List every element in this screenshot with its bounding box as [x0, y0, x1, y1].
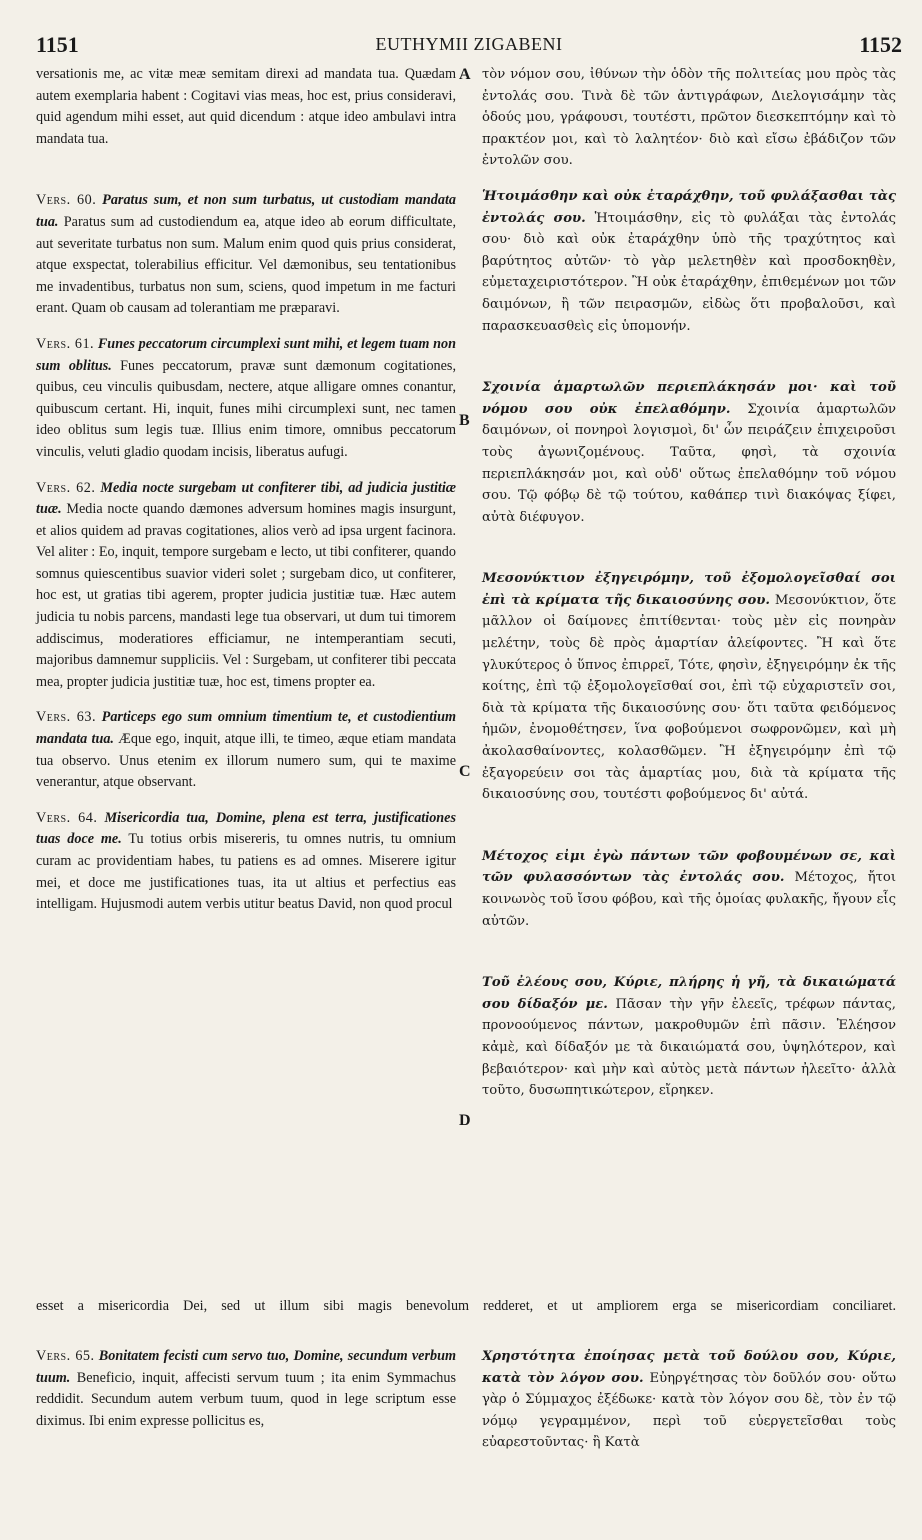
- verse-label: Vers. 61.: [36, 335, 95, 352]
- greek-verse-59-end: [482, 64, 896, 172]
- verse-lemma: Bonitatem fecisti cum servo tuo, Domine, secundum verbum tuum.: [36, 1348, 456, 1386]
- latin-text: Æque ego, inquit, atque illi, te timeo, æque etiam mandata tua observo. Unus etenim ex illorum numero sum, qui te maxime venerantur, atque observant.: [36, 731, 457, 791]
- verse-label: Vers. 63.: [36, 709, 97, 726]
- greek-text: Πᾶσαν τὴν γῆν ἐλεεῖς, τρέφων πάντας, προνοούμενος πάντων, μακροθυμῶν ἐπὶ πᾶσιν. Ἐλέησον κἀμὲ, καὶ δίδαξόν με τὰ δικαιώματά σου, ὑψηλότερον, καὶ βεβαιότερον· καὶ μὴν καὶ αὐτὸς μετὰ πάντων ἠλεεῖτο· ἀλλὰ τοῦτο, δυσωπητικώτερον, εἴρηκεν.: [482, 996, 896, 1099]
- greek-text: Εὐηργέτησας τὸν δοῦλόν σου· οὕτω γὰρ ὁ Σύμμαχος ἐξέδωκε· κατὰ τὸν λόγον σου δὲ, τὸν ἐν τῷ νόμῳ γεγραμμένον, περὶ τοῦ εὐεργετεῖσθαι τοὺς εὐαρεστοῦντας· ἢ Κατὰ: [482, 1370, 896, 1451]
- latin-verse-64: [36, 808, 456, 916]
- latin-column: [36, 64, 456, 916]
- greek-text: Σχοινία ἁμαρτωλῶν δαιμόνων, οἱ πονηροὶ λογισμοὶ, δι' ὧν πειράζειν ἐπιχειροῦσι τοὺς ἀγωνιζομένους. Ταῦτα, φησὶ, τὰ σχοινία περιεπλάκησάν μοι, καὶ οὐδ' οὕτως ἐπελαθόμην τοῦ νόμου σου. Τῷ φόβῳ δὲ τῷ τούτου, καθάπερ τινὶ διακόψας ξίφει, αὐτὰ διέφυγον.: [482, 401, 896, 525]
- verse-lemma: Τοῦ ἐλέους σου, Κύριε, πλήρης ἡ γῆ, τὰ δικαιώματά σου δίδαξόν με.: [482, 975, 896, 1012]
- page-number-left: 1151: [36, 32, 79, 57]
- latin-verse-61: [36, 334, 456, 464]
- page-number-right: 1152: [859, 32, 902, 57]
- verse-lemma: Σχοινία ἁμαρτωλῶν περιεπλάκησάν μοι· καὶ τοῦ νόμου σου οὐκ ἐπελαθόμην.: [482, 380, 896, 417]
- verse-label: Vers. 65.: [36, 1348, 95, 1364]
- latin-verse-62: [36, 478, 456, 694]
- margin-marker-b: B: [459, 412, 470, 429]
- greek-verse-62: [482, 568, 896, 806]
- latin-text: Paratus sum ad custodiendum ea, atque ideo ab eorum difficultate, aut severitate turbatus non sum. Malum enim quod quis prius considerat, atque exspectat, tolerabilius efficitur. Vel dæmonibus, seu tentationibus me invadentibus, turbatus non sum, sciens, quod impetum in me facturi erant. Quam ob causam ad tolerantiam me præparavi.: [36, 213, 456, 317]
- verse-lemma: Paratus sum, et non sum turbatus, ut custodiam mandata tua.: [36, 192, 456, 230]
- greek-verse-63: [482, 846, 896, 932]
- latin-text: Funes peccatorum, pravæ sunt dæmonum cogitationes, quibus, ceu vinculis quibusdam, nectere, atque alligare omnes conantur, quibuscum certant. Hi, inquit, funes mihi circumplexi sunt, nec tamen ideo oblitus sum legis tuæ. Illius enim timore, omnibus peccatorum vinculis, veluti gladio quodam incisis, liberatus aufugi.: [36, 357, 456, 460]
- verse-lemma: Μέτοχος εἰμι ἐγὼ πάντων τῶν φοβουμένων σε, καὶ τῶν φυλασσόντων τὰς ἐντολάς σου.: [482, 848, 896, 886]
- greek-verse-64: [482, 972, 896, 1102]
- verse-lemma: Ἡτοιμάσθην καὶ οὐκ ἐταράχθην, τοῦ φυλάξασθαι τὰς ἐντολάς σου.: [482, 188, 896, 226]
- greek-verse-60: [482, 186, 896, 337]
- latin-text: Beneficio, inquit, affecisti servum tuum ; ita enim Symmachus reddidit. Secundum autem verbum tuum, quod in lege scriptum esse diximus. Ibi enim expresse pollicitus es,: [36, 1369, 457, 1429]
- verse-lemma: Particeps ego sum omnium timentium te, et custodientium mandata tua.: [36, 709, 457, 748]
- verse-lemma: Media nocte surgebam ut confiterer tibi, ad judicia justitiæ tuæ.: [36, 479, 457, 518]
- verse-lemma: Χρηστότητα ἐποίησας μετὰ τοῦ δούλου σου, Κύριε, κατὰ τὸν λόγον σου.: [482, 1349, 896, 1386]
- greek-verse-61: [482, 377, 896, 528]
- verse-lemma: Funes peccatorum circumplexi sunt mihi, et legem tuam non sum oblitus.: [36, 335, 456, 374]
- latin-text: Tu totius orbis misereris, tu omnes nutris, tu omnium curam ac providentiam habes, tu patiens es ad omnes. Miserere igitur mei, et doce me justificationes tuas, ita ut altius et perfectius eas intelligam. Hujusmodi autem verbis utitur beatus David, non quod procul: [36, 831, 456, 913]
- greek-verse-65: [482, 1346, 896, 1454]
- spanning-line: esset a misericordia Dei, sed ut illum sibi magis benevolum redderet, et ut ampliorem erga se misericordiam conciliaret.: [36, 1298, 896, 1314]
- latin-verse-63: [36, 707, 456, 793]
- verse-label: Vers. 64.: [36, 809, 98, 826]
- latin-verse-59-end: [36, 64, 456, 150]
- margin-marker-c: C: [459, 763, 471, 780]
- latin-text: Media nocte quando dæmones adversum homines magis insurgunt, et alios quidem ad pravas cogitationes, alios verò ad ipsa urgent facinora. Vel aliter : Eo, inquit, tempore surgebam e lecto, ut tibi confiterer, quando somnus quiescentibus suavior videri solet ; surgebam dico, ut confiterer, hoc est, ut gratias tibi agerem, propter judicia justitiæ tuæ. Hæc autem judicia tu nobis parcens, mandasti lege tua observari, ut dum tui timorem addiscimus, moderatiores efficiamur, ne intemperantiam secuti, majoribus damnemur suppliciis. Vel : Surgebam, ut confiterer tibi peccata mea, propter judicia justitiæ tuæ, hoc est, timens propter ea.: [36, 501, 457, 690]
- margin-marker-d: D: [459, 1112, 471, 1129]
- greek-text: τὸν νόμον σου, ἰθύνων τὴν ὁδὸν τῆς πολιτείας μου πρὸς τὰς ἐντολάς σου. Τινὰ δὲ τῶν ἀντιγράφων, Διελογισάμην τὰς ὁδούς μου, γράφουσι, τουτέστι, πρῶτον διεσκεπτόμην καὶ τὸ πρακτέον μοι, καὶ τὸ λαλητέον· διὸ καὶ εἴσω ἐβάδιζον τῶν ἐντολῶν σου.: [482, 67, 896, 169]
- running-head: EUTHYMII ZIGABENI: [375, 34, 563, 54]
- greek-column-bottom: [482, 1346, 896, 1454]
- latin-verse-60: [36, 190, 456, 320]
- greek-text: Μεσονύκτιον, ὅτε μᾶλλον οἱ δαίμονες ἐπιτίθενται· τοὺς μὲν εἰς πονηρὰν μελέτην, τοὺς δὲ πρὸς ἁμαρτίαν ἀλείφοντες. Ἢ καὶ ὅτε γλυκύτερος ὁ ὕπνος ἐπιρρεῖ, Τότε, φησὶν, ἐξηγειρόμην ἐκ τῆς κοίτης, ἐπὶ τῷ ἐξομολογεῖσθαί σοι, ἐπὶ τῷ εὐχαριστεῖν σοι, διὰ τὰ κρίματα τῆς δικαιοσύνης σου· ὅτι ταῦτα φειδόμενος ἡμῶν, ἐνομοθέτησεν, ἵνα φοβούμενοι σωφρονῶμεν, καὶ μὴ ἀκολασθαίνοντες, κολασθῶμεν. Ἢ ἐξηγειρόμην ἐπὶ τῷ ἐξαγορεύειν σοι τὰς ἁμαρτίας μου, διὰ τὰ κρίματα τῆς δικαιοσύνης σου, τουτέστι φοβούμενος δι' αὐτά.: [482, 592, 896, 803]
- latin-text: versationis me, ac vitæ meæ semitam direxi ad mandata tua. Quædam autem exemplaria habent : Cogitavi vias meas, hoc est, prius consideravi, quid agendum mihi esset, aut quid dicendum : atque ideo ambulavi intra mandata tua.: [36, 66, 456, 147]
- margin-marker-a: A: [459, 66, 471, 83]
- greek-text: Ἡτοιμάσθην, εἰς τὸ φυλάξαι τὰς ἐντολάς σου· διὸ καὶ οὐκ ἐταράχθην ὑπὸ τῆς τραχύτητος καὶ βαρύτητος αὐτῶν· τὸ γὰρ μελετηθὲν καὶ προσδοκηθὲν, εὐμεταχειριστότερον. Ἢ οὐκ ἐταράχθην, ἐπιθεμένων μοι τῶν δαιμόνων, ἢ τῶν πειρασμῶν, εἰδὼς ὅτι προβαλοῦσι, καὶ παρασκευασθεὶς εἰς ὑπομονήν.: [482, 210, 896, 334]
- latin-verse-65: [36, 1346, 456, 1432]
- verse-label: Vers. 62.: [36, 479, 96, 496]
- greek-column: [482, 64, 896, 1102]
- verse-lemma: Misericordia tua, Domine, plena est terra, justificationes tuas doce me.: [36, 809, 456, 848]
- latin-column-bottom: [36, 1346, 456, 1432]
- page-header: [36, 32, 902, 60]
- greek-text: Μέτοχος, ἤτοι κοινωνὸς τοῦ ἴσου φόβου, καὶ τῆς ὁμοίας φυλακῆς, ἤγουν εἷς αὐτῶν.: [482, 870, 896, 929]
- verse-lemma: Μεσονύκτιον ἐξηγειρόμην, τοῦ ἐξομολογεῖσθαί σοι ἐπὶ τὰ κρίματα τῆς δικαιοσύνης σου.: [482, 571, 896, 608]
- verse-label: Vers. 60.: [36, 192, 97, 209]
